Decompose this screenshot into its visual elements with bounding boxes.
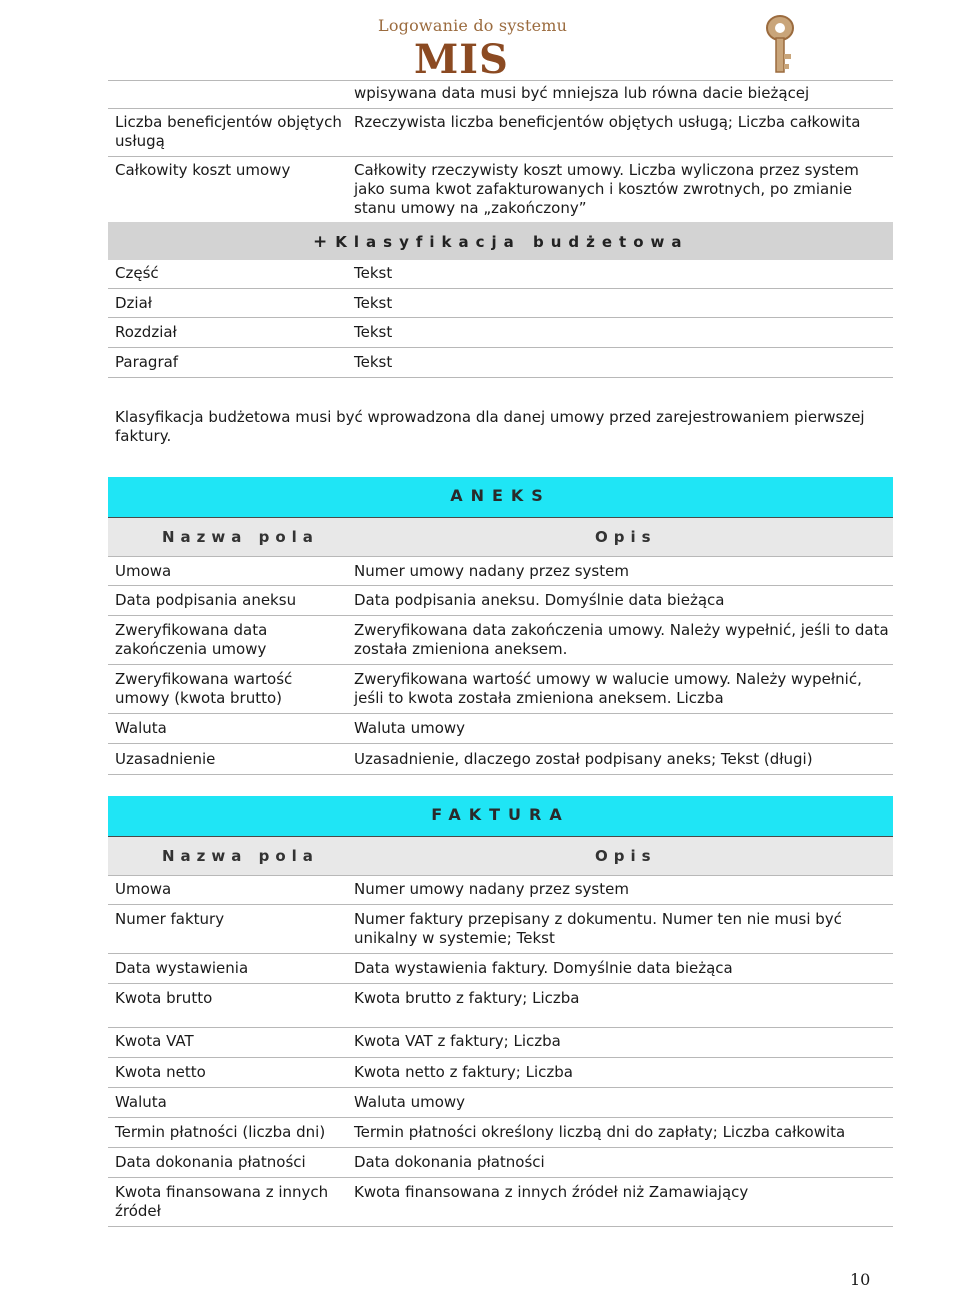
faktura-column-header <box>108 837 893 876</box>
table-row <box>108 1058 893 1088</box>
column-desc-header: Opis <box>595 528 657 546</box>
table-row <box>108 586 893 616</box>
field-name: Kwota brutto <box>115 989 213 1007</box>
field-name: Numer faktury <box>115 910 225 928</box>
aneks-column-header <box>108 518 893 557</box>
table-row <box>108 1148 893 1178</box>
table-row <box>108 81 893 109</box>
field-desc: wpisywana data musi być mniejsza lub równa dacie bieżącej <box>354 84 810 102</box>
field-desc: Tekst <box>354 323 393 341</box>
table-row <box>108 1088 893 1118</box>
field-desc: Tekst <box>354 264 393 282</box>
field-name: Data wystawienia <box>115 959 249 977</box>
table-row <box>108 954 893 984</box>
table-row <box>108 318 893 348</box>
field-desc: Numer umowy nadany przez system <box>354 880 629 898</box>
field-desc: Uzasadnienie, dlaczego został podpisany aneks; Tekst (długi) <box>354 750 813 768</box>
field-name: Część <box>115 264 159 282</box>
table-row <box>108 157 893 223</box>
field-desc: Kwota finansowana z innych źródeł niż Zamawiający <box>354 1183 749 1201</box>
table-row <box>108 744 893 775</box>
field-name: Uzasadnienie <box>115 750 216 768</box>
field-name: Zweryfikowana data zakończenia umowy <box>115 621 268 658</box>
section-title: Klasyfikacja budżetowa <box>335 233 689 251</box>
table-row <box>108 665 893 714</box>
section-title: FAKTURA <box>431 805 570 824</box>
table-row <box>108 1118 893 1148</box>
table-row <box>108 876 893 905</box>
table-row <box>108 348 893 378</box>
table-row <box>108 1178 893 1227</box>
field-desc: Kwota VAT z faktury; Liczba <box>354 1032 561 1050</box>
table-row <box>108 109 893 157</box>
field-name: Rozdział <box>115 323 177 341</box>
table-row <box>108 260 893 289</box>
field-name: Paragraf <box>115 353 179 371</box>
field-name: Kwota VAT <box>115 1032 194 1050</box>
field-desc: Rzeczywista liczba beneficjentów objętych usługą; Liczba całkowita <box>354 113 861 131</box>
field-name: Zweryfikowana wartość umowy (kwota brutto) <box>115 670 293 707</box>
aneks-header <box>108 477 893 518</box>
field-name: Umowa <box>115 880 172 898</box>
table-row <box>108 714 893 744</box>
field-name: Kwota finansowana z innych źródeł <box>115 1183 329 1220</box>
aneks-table <box>108 557 893 775</box>
field-desc: Tekst <box>354 353 393 371</box>
klasyfikacja-table <box>108 260 893 378</box>
klasyfikacja-header <box>108 222 893 260</box>
faktura-header <box>108 796 893 837</box>
field-name: Waluta <box>115 1093 167 1111</box>
field-name: Data dokonania płatności <box>115 1153 306 1171</box>
field-name: Całkowity koszt umowy <box>115 161 291 179</box>
key-icon <box>762 14 798 78</box>
faktura-table <box>108 876 893 1227</box>
klasyfikacja-note: Klasyfikacja budżetowa musi być wprowadzona dla danej umowy przed zarejestrowaniem pierwszej faktury. <box>115 408 865 445</box>
field-name: Kwota netto <box>115 1063 206 1081</box>
field-name: Termin płatności (liczba dni) <box>115 1123 326 1141</box>
field-desc: Numer umowy nadany przez system <box>354 562 629 580</box>
table-row <box>108 1027 893 1058</box>
field-name: Dział <box>115 294 153 312</box>
field-name: Umowa <box>115 562 172 580</box>
table-row <box>108 616 893 665</box>
field-desc: Całkowity rzeczywisty koszt umowy. Liczba wyliczona przez system jako suma kwot zafakturowanych i kosztów zwrotnych, po zmianie stanu umowy na „zakończony” <box>354 161 859 217</box>
field-name: Waluta <box>115 719 167 737</box>
field-desc: Waluta umowy <box>354 1093 466 1111</box>
section-title: ANEKS <box>450 486 551 505</box>
top-table <box>108 80 893 223</box>
field-desc: Zweryfikowana data zakończenia umowy. Należy wypełnić, jeśli to data została zmieniona aneksem. <box>354 621 889 658</box>
column-name-header: Nazwa pola <box>162 528 319 546</box>
field-desc: Data wystawienia faktury. Domyślnie data bieżąca <box>354 959 733 977</box>
field-desc: Waluta umowy <box>354 719 466 737</box>
table-row <box>108 557 893 586</box>
field-desc: Termin płatności określony liczbą dni do zapłaty; Liczba całkowita <box>354 1123 846 1141</box>
field-desc: Numer faktury przepisany z dokumentu. Numer ten nie musi być unikalny w systemie; Tekst <box>354 910 842 947</box>
column-desc-header: Opis <box>595 847 657 865</box>
field-desc: Kwota brutto z faktury; Liczba <box>354 989 580 1007</box>
table-row <box>108 289 893 318</box>
logo-title: MIS <box>414 36 509 83</box>
field-name: Liczba beneficjentów objętych usługą <box>115 113 342 150</box>
field-desc: Zweryfikowana wartość umowy w walucie umowy. Należy wypełnić, jeśli to kwota została zmieniona aneksem. Liczba <box>354 670 862 707</box>
table-row <box>108 905 893 954</box>
field-desc: Kwota netto z faktury; Liczba <box>354 1063 573 1081</box>
field-desc: Data podpisania aneksu. Domyślnie data bieżąca <box>354 591 725 609</box>
column-name-header: Nazwa pola <box>162 847 319 865</box>
field-desc: Data dokonania płatności <box>354 1153 545 1171</box>
plus-icon: + <box>313 232 328 252</box>
page-number: 10 <box>850 1270 871 1289</box>
field-name: Data podpisania aneksu <box>115 591 297 609</box>
mis-logo <box>376 12 806 83</box>
field-desc: Tekst <box>354 294 393 312</box>
logo-subtitle: Logowanie do systemu <box>378 16 568 35</box>
table-row <box>108 984 893 1027</box>
